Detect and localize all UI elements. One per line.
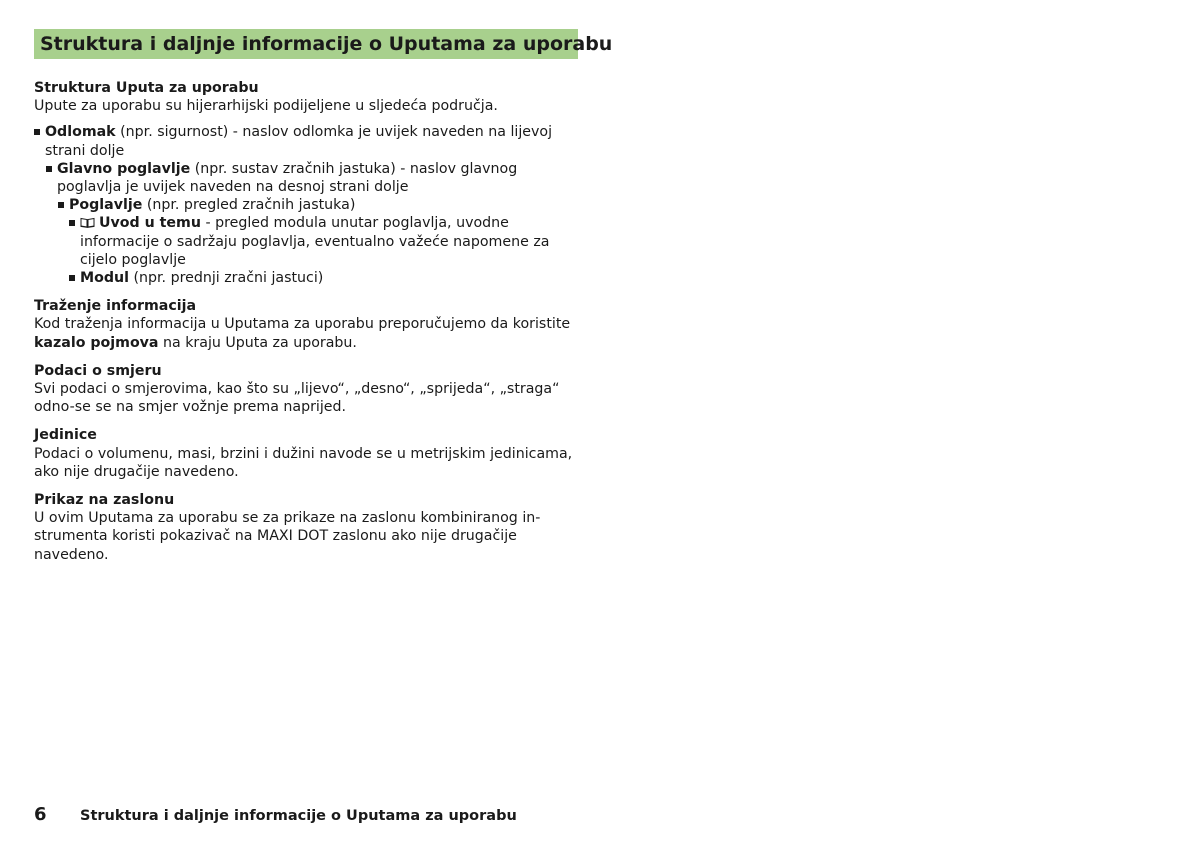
bullet-icon: [34, 129, 40, 135]
bullet-icon: [69, 220, 75, 226]
list-item: Odlomak (npr. sigurnost) - naslov odlomka je uvijek naveden na lijevoj strani dolje: [34, 123, 578, 159]
section-text: Svi podaci o smjerovima, kao što su „lijevo“, „desno“, „sprijeda“, „straga“ odno-se se na smjer vožnje prema naprijed.: [34, 381, 560, 416]
section-heading: Jedinice: [34, 427, 97, 444]
page-title: Struktura i daljnje informacije o Uputama za uporabu: [34, 29, 578, 59]
section-heading: Traženje informacija: [34, 298, 197, 315]
bullet-icon: [58, 202, 64, 208]
section-text: Kod traženja informacija u Uputama za uporabu preporučujemo da koristite kazalo pojmova na kraju Uputa za uporabu.: [34, 316, 571, 351]
list-item: Modul (npr. prednji zračni jastuci): [34, 269, 578, 287]
section-text: U ovim Uputama za uporabu se za prikaze na zaslonu kombiniranog in-strumenta koristi pokazivač na MAXI DOT zaslonu ako nije drugačije navedeno.: [34, 510, 541, 563]
section-units: [34, 426, 578, 481]
section-structure: [34, 79, 578, 287]
section-text: Upute za uporabu su hijerarhijski podijeljene u sljedeća područja.: [34, 98, 498, 115]
bullet-icon: [46, 166, 52, 172]
hierarchy-list: [34, 123, 578, 287]
section-heading: Podaci o smjeru: [34, 362, 162, 379]
content: [34, 79, 578, 564]
list-item: Uvod u temu - pregled modula unutar poglavlja, uvodne informacije o sadržaju poglavlja, eventualno važeće napomene za cijelo poglavlje: [34, 214, 578, 269]
bullet-icon: [69, 275, 75, 281]
section-text: Podaci o volumenu, masi, brzini i dužini navode se u metrijskim jedinicama, ako nije drugačije navedeno.: [34, 445, 573, 480]
section-heading: Struktura Uputa za uporabu: [34, 80, 259, 96]
footer-section-title: Struktura i daljnje informacije o Uputama za uporabu: [80, 808, 517, 824]
section-heading: Prikaz na zaslonu: [34, 492, 175, 509]
book-icon: [80, 217, 95, 228]
section-display: [34, 491, 578, 564]
list-item: Poglavlje (npr. pregled zračnih jastuka): [34, 196, 578, 214]
page-column: [34, 29, 613, 574]
list-item: Glavno poglavlje (npr. sustav zračnih jastuka) - naslov glavnog poglavlja je uvijek naveden na desnoj strani dolje: [34, 160, 578, 196]
section-search: [34, 297, 578, 352]
page-number: 6: [34, 804, 47, 825]
section-directions: [34, 362, 578, 417]
page-footer: [34, 804, 517, 825]
